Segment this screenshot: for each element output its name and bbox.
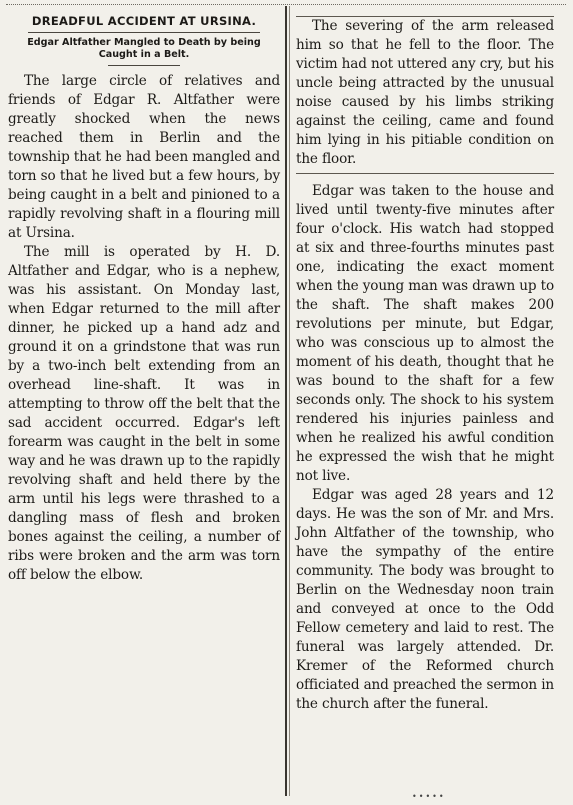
article-paragraph: The large circle of relatives and friends of Edgar R. Altfather were greatly shocked when the news reached them in Berlin and the township that he had been mangled and torn so that he lived but a few hours, by being caught in a belt and pinioned to a rapidly revolving shaft in a flouring mill at Ursina. <box>8 73 280 241</box>
headline-rule <box>28 32 260 33</box>
article-paragraph: The mill is operated by H. D. Altfather and Edgar, who is a nephew, was his assistant. On Monday last, when Edgar returned to the mill after dinner, he picked up a hand adz and ground it on a grindstone that was run by a two-inch belt extending from an overhead line-shaft. It was in attempting to throw off the belt that the sad accident occurred. Edgar's left forearm was caught in the belt in some way and he was drawn up to the rapidly revolving shaft and held there by the arm until his legs were thrashed to a dangling mass of flesh and broken bones against the ceiling, a number of ribs were broken and the arm was torn off below the elbow. <box>8 244 280 583</box>
bottom-ornament: ••••• <box>412 792 446 801</box>
subhead-rule <box>108 65 180 66</box>
article-paragraph: Edgar was aged 28 years and 12 days. He was the son of Mr. and Mrs. John Altfather of the township, who have the sympathy of the entire community. The body was brought to Berlin on the Wednesday noon train and conveyed at once to the Odd Fellow cemetery and laid to rest. The funeral was largely attended. Dr. Kremer of the Reformed church officiated and preached the sermon in the church after the funeral. <box>296 487 554 712</box>
left-column <box>8 14 280 585</box>
continuation-box <box>296 16 554 174</box>
headline: DREADFUL ACCIDENT AT URSINA. <box>31 14 257 28</box>
article-paragraph: The severing of the arm released him so that he fell to the floor. The victim had not uttered any cry, but his uncle being attracted by the unusual noise caused by his limbs striking against the ceiling, came and found him lying in his pitiable condition on the floor. <box>296 18 554 167</box>
top-dotted-rule <box>6 4 566 5</box>
column-divider-thin <box>289 6 290 796</box>
subheadline: Edgar Altfather Mangled to Death by being Caught in a Belt. <box>27 37 261 60</box>
right-column <box>296 16 554 714</box>
article-paragraph: Edgar was taken to the house and lived until twenty-five minutes after four o'clock. His watch had stopped at six and three-fourths minutes past one, indicating the exact moment when the young man was drawn up to the shaft. The shaft makes 200 revolutions per minute, but Edgar, who was conscious up to almost the moment of his death, thought that he was bound to the shaft for a few seconds only. The shock to his system rendered his injuries painless and when he realized his awful condition he expressed the wish that he might not live. <box>296 183 554 484</box>
column-divider <box>285 6 287 796</box>
